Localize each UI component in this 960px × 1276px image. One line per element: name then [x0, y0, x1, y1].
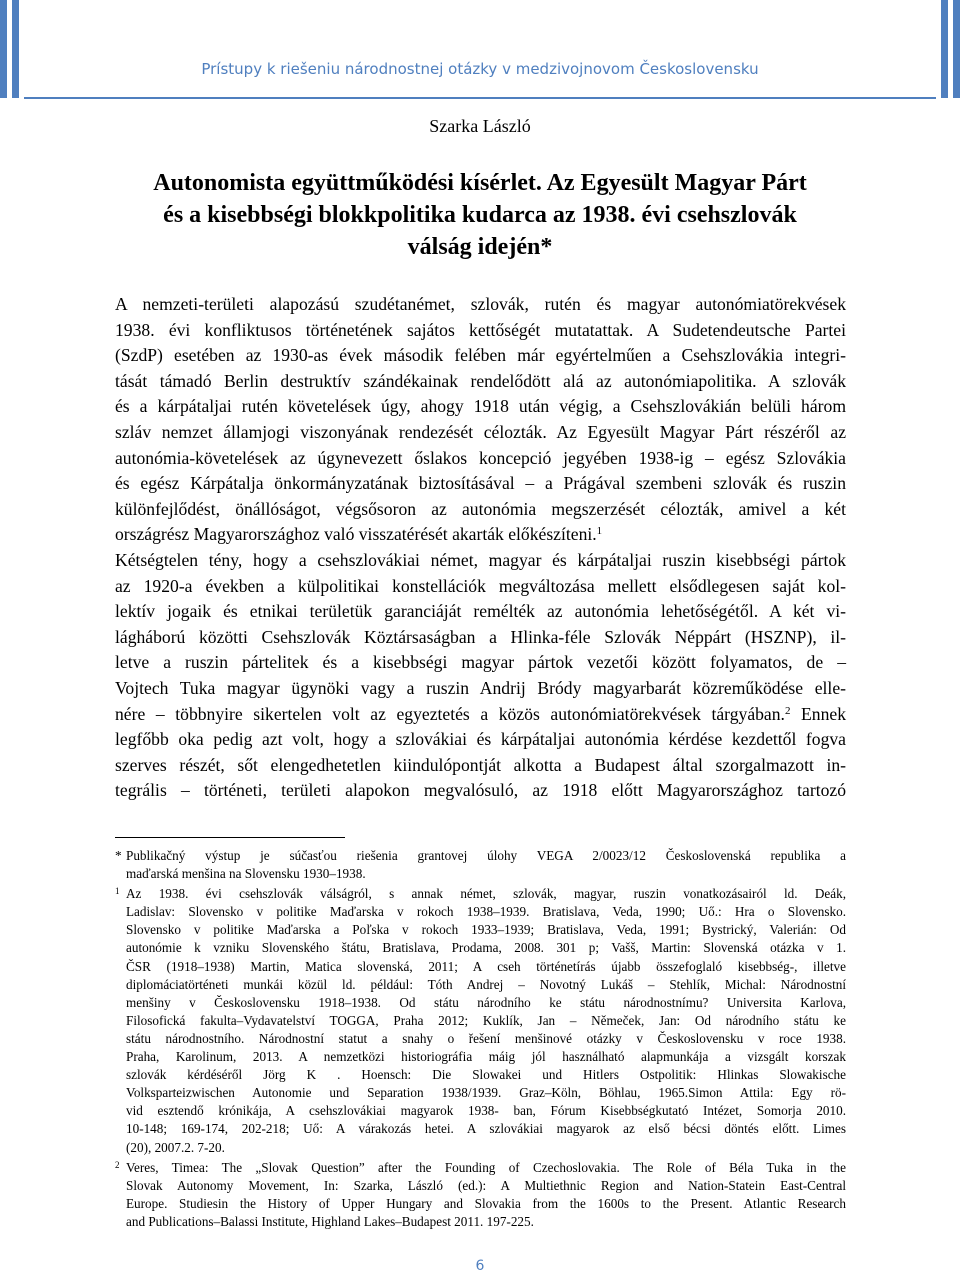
footnote-line: vid esztendő krónikája, A csehszlovákiai magyarok 1938- ban, Fórum Kisebbségkutató Intézet, Somorja 2010.	[126, 1103, 846, 1119]
body-line: tását támadó Berlin destruktív szándékainak rendelődött alá az autonómiapolitika. A szlovák	[115, 370, 846, 391]
footnote-item	[115, 847, 846, 883]
body-line-text: nére – többnyire sikertelen volt az egyeztetés a közös autonómiatörekvések tárgyában.	[115, 703, 785, 724]
body-line: letve a ruszin pártelitek és a kisebbségi magyar pártok vezetői között folyamatos, de –	[115, 652, 846, 673]
body-line: szerves részét, sőt elengedhetetlen kiindulópontját alkotta a Budapest által szorgalmazott in-	[115, 754, 846, 775]
page-number: 6	[475, 1258, 485, 1274]
body-line-text: országrész Magyarországhoz való visszatérését akarták előkészíteni.	[115, 524, 597, 545]
body-line: lektív jogaik és etnikai területük garanciáját remélték az autonómia lehetőségétől. A két vi-	[115, 601, 846, 622]
title-line: és a kisebbségi blokkpolitika kudarca az 1938. évi csehszlovák	[163, 202, 797, 228]
footnote-ref[interactable]: 2	[784, 704, 791, 717]
footnote-line: Praha, Karolinum, 2013. A nemzetközi historiográfia máig jól használható alapmunkája a vizsgált korszak	[126, 1049, 846, 1065]
body-line: 1938. évi konfliktusos történetének sajátos kettőségét mutatattak. A Sudetendeutsche Partei	[115, 319, 846, 340]
title-line: Autonomista együttműködési kísérlet. Az Egyesült Magyar Párt	[153, 170, 807, 196]
footnote-line: Az 1938. évi csehszlovák válságról, s annak német, szlovák, magyar, ruszin vonatkozásairól ld. Deák,	[126, 886, 846, 902]
footnote-line: (20), 2007.2. 7-20.	[126, 1139, 225, 1155]
author-name: Szarka László	[429, 116, 531, 136]
left-accent-bar	[0, 0, 7, 98]
footnote-ref[interactable]: 1	[596, 525, 603, 538]
footnote-line: Veres, Timea: The „Slovak Question” after the Founding of Czechoslovakia. The Role of Béla Tuka in the	[126, 1159, 846, 1175]
body-line: különfejlődést, önállóságot, végsősoron az autonómia megszerzését célozták, amivel a két	[115, 498, 846, 519]
body-line: legfőbb oka pedig azt volt, hogy a szlovákiai és kárpátaljai autonómia kérdése kezdettől fogva	[115, 729, 846, 750]
footnote-line: maďarská menšina na Slovensku 1930–1938.	[126, 866, 366, 882]
footnote-line: Volksparteizwischen Autonomie und Separation 1938/1939. Graz–Köln, Böhlau, 1965.Simon Attila: Egy rö-	[126, 1085, 846, 1101]
footnote-line: Slovensko v politike Maďarska a Poľska v rokoch 1933–1939; Bratislava, Veda, 1991; Bystrický, Valerián: Od	[126, 922, 846, 938]
footnote-line: ČSR (1918–1938) Martin, Matica slovenská, 2011; A cseh történetírás újabb összefoglaló kisebbség-, illetve	[126, 958, 846, 974]
footnote-line: státu národnostního. Národnostní statut a snahy o řešení menšinové otázky v Československu v roce 1938.	[126, 1030, 846, 1046]
article-title	[100, 167, 860, 263]
footnotes	[115, 847, 846, 1233]
footnote-line: Filosofická fakulta–Vydavatelství TOGGA, Praha 2012; Kuklík, Jan – Němeček, Jan: Od národního státu ke	[126, 1012, 846, 1028]
footnote-line: Europe. Studiesin the History of Upper Hungary and Slovakia from the 1600s to the Present. Atlantic Research	[126, 1195, 846, 1211]
right-accent-bar	[953, 0, 960, 98]
body-line	[115, 522, 846, 548]
footnote-mark: 2	[115, 1159, 120, 1170]
footnote-line: Slovak Autonomy Movement, In: Szarka, László (ed.): A Multiethnic Region and Nation-Statein East-Central	[126, 1177, 846, 1193]
footnote-item	[115, 885, 846, 1156]
footnote-line: Publikačný výstup je súčasťou riešenia grantovej úlohy VEGA 2/0023/12 Československá republika a	[126, 848, 846, 863]
footnote-line: and Publications–Balassi Institute, Highland Lakes–Budapest 2011. 197-225.	[126, 1213, 534, 1229]
footnote-line: autonómie k vzniku Slovenského štátu, Bratislava, Prodama, 2008. 301 p; Vašš, Martin: Slovenská otázka v 1.	[126, 940, 846, 956]
body-line: szláv nemzet államjogi viszonyának rendezését célozták. Az Egyesült Magyar Párt részéről az	[115, 421, 846, 442]
footnote-separator	[115, 837, 345, 838]
footnote-line: Ladislav: Slovensko v politike Maďarska v rokoch 1938–1939. Bratislava, Veda, 1990; Uő.: Hra o Slovensko.	[126, 904, 846, 920]
body-line: A nemzeti-területi alapozású szudétanémet, szlovák, rutén és magyar autonómiatörekvések	[115, 294, 846, 314]
body-line: lágháború közötti Csehszlovák Köztársaságban a Hlinka-féle Szlovák Néppárt (HSZNP), il-	[115, 626, 846, 647]
body-line: (SzdP) esetében az 1930-as évek második felében már egyértelműen a Csehszlovákia integri-	[115, 345, 846, 366]
right-accent-bar	[941, 0, 948, 98]
left-accent-bar	[12, 0, 19, 98]
body-line-text: Ennek	[790, 703, 846, 724]
footnote-line: 10-148; 169-174, 202-218; Uő: A várakozás hetei. A szlovákiai magyarok az első bécsi döntés előtt. Limes	[126, 1121, 846, 1137]
footnote-mark: 1	[115, 886, 120, 897]
footnote-line: szlovák kérdéséről Jörg K . Hoensch: Die Slowakei und Hitlers Ostpolitik: Hlinkas Slowakische	[126, 1067, 846, 1083]
footnote-mark: *	[115, 848, 122, 863]
footnote-line: diplomáciatörténeti munkái közül ld. például: Tóth Andrej – Novotný Lukáš – Stehlík, Michal: Národnostní	[126, 976, 846, 992]
body-line: és a kárpátaljai rutén követelések úgy, ahogy 1918 után végig, a Csehszlovákián belüli három	[115, 396, 846, 417]
title-line: válság idején*	[407, 234, 553, 260]
body-line: tegrális – történeti, területi alapokon megvalósuló, az 1918 előtt Magyarországhoz tartozó	[115, 780, 846, 801]
body-line: autonómia-követelések az úgynevezett őslakos koncepció jegyében 1938-ig – egész Szlovákia	[115, 447, 846, 468]
body-line: az 1920-a években a külpolitikai konstellációk megváltozása mellett elsődlegesen saját kol-	[115, 575, 846, 596]
running-header: Prístupy k riešeniu národnostnej otázky v medzivojnovom Československu	[201, 60, 759, 78]
article-body	[115, 292, 846, 804]
footnote-item	[115, 1159, 846, 1231]
body-line: Vojtech Tuka magyar ügynöki vagy a ruszin Andrij Bródy magyarbarát közreműködése elle-	[115, 677, 846, 698]
footnote-line: menšiny v Československu 1918–1938. Od státu národního ke státu národnostnímu? Universita Karlova,	[126, 994, 846, 1010]
body-line	[115, 702, 846, 728]
body-line: és egész Kárpátalja önkormányzatának biztosításával – a Prágával szembeni szlovák és ruszin	[115, 473, 846, 494]
body-line: Kétségtelen tény, hogy a csehszlovákiai német, magyar és kárpátaljai ruszin kisebbségi pártok	[115, 549, 846, 570]
header-rule	[24, 97, 936, 99]
